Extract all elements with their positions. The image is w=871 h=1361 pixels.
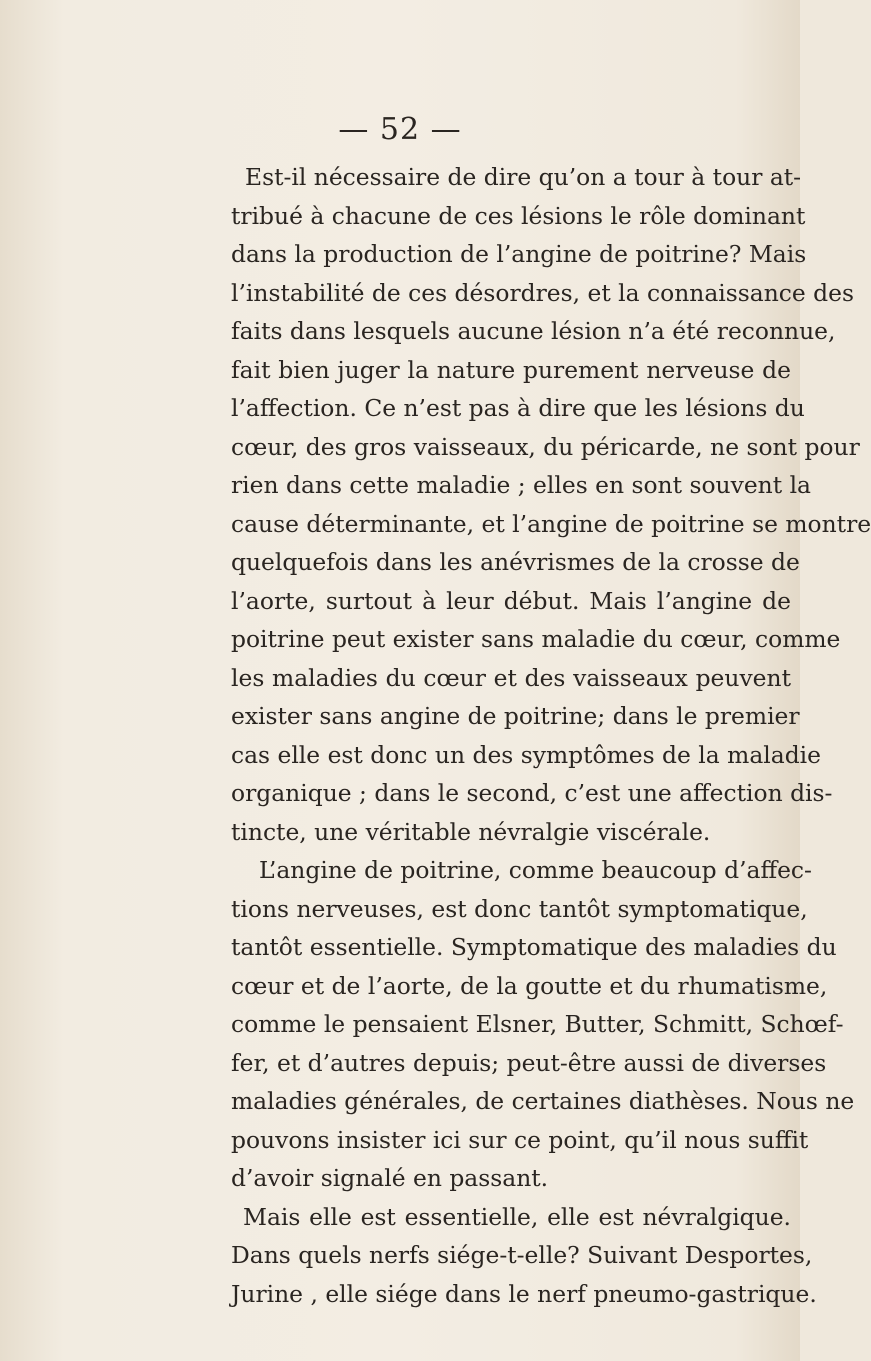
- text-line-19: L’angine de poitrine, comme beaucoup d’affec-: [259, 856, 812, 884]
- text-line-15: exister sans angine de poitrine; dans le premier: [231, 702, 800, 730]
- text-line-1: Est-il nécessaire de dire qu’on a tour à tour at-: [245, 163, 802, 191]
- text-line-23: comme le pensaient Elsner, Butter, Schmitt, Schœf-: [231, 1010, 844, 1038]
- text-line-6: fait bien juger la nature purement nerveuse de: [231, 355, 791, 384]
- text-line-16: cas elle est donc un des symptômes de la maladie: [231, 740, 821, 769]
- text-line-13: poitrine peut exister sans maladie du cœur, comme: [231, 625, 841, 653]
- text-line-30: Jurine , elle siége dans le nerf pneumo-gastrique.: [231, 1279, 817, 1308]
- text-line-27: d’avoir signalé en passant.: [231, 1164, 549, 1192]
- text-line-28: Mais elle est essentielle, elle est névralgique.: [243, 1202, 791, 1231]
- text-line-26: pouvons insister ici sur ce point, qu’il nous suffit: [231, 1125, 809, 1154]
- text-line-2: tribué à chacune de ces lésions le rôle dominant: [231, 201, 806, 230]
- page-body: [231, 158, 871, 1313]
- text-line-10: cause déterminante, et l’angine de poitrine se montre: [231, 509, 871, 538]
- text-line-18: tincte, une véritable névralgie viscérale.: [231, 817, 711, 846]
- text-line-8: cœur, des gros vaisseaux, du péricarde, ne sont pour: [231, 432, 860, 461]
- text-line-4: l’instabilité de ces désordres, et la connaissance des: [231, 278, 854, 307]
- page-number-header: — 52 —: [338, 112, 462, 147]
- text-line-12: l’aorte, surtout à leur début. Mais l’angine de: [231, 586, 791, 615]
- text-line-29: Dans quels nerfs siége-t-elle? Suivant Desportes,: [231, 1241, 813, 1269]
- text-line-5: faits dans lesquels aucune lésion n’a été reconnue,: [231, 317, 836, 345]
- text-line-9: rien dans cette maladie ; elles en sont souvent la: [231, 471, 811, 499]
- text-line-21: tantôt essentielle. Symptomatique des maladies du: [231, 933, 837, 961]
- text-line-14: les maladies du cœur et des vaisseaux peuvent: [231, 663, 791, 692]
- text-line-3: dans la production de l’angine de poitrine? Mais: [231, 240, 807, 268]
- text-line-7: l’affection. Ce n’est pas à dire que les lésions du: [231, 394, 805, 422]
- text-line-20: tions nerveuses, est donc tantôt symptomatique,: [231, 894, 808, 923]
- text-line-25: maladies générales, de certaines diathèses. Nous ne: [231, 1087, 855, 1115]
- text-line-11: quelquefois dans les anévrismes de la crosse de: [231, 548, 800, 576]
- text-line-17: organique ; dans le second, c’est une affection dis-: [231, 779, 833, 807]
- text-line-22: cœur et de l’aorte, de la goutte et du rhumatisme,: [231, 971, 828, 1000]
- text-line-24: fer, et d’autres depuis; peut-être aussi de diverses: [231, 1048, 827, 1077]
